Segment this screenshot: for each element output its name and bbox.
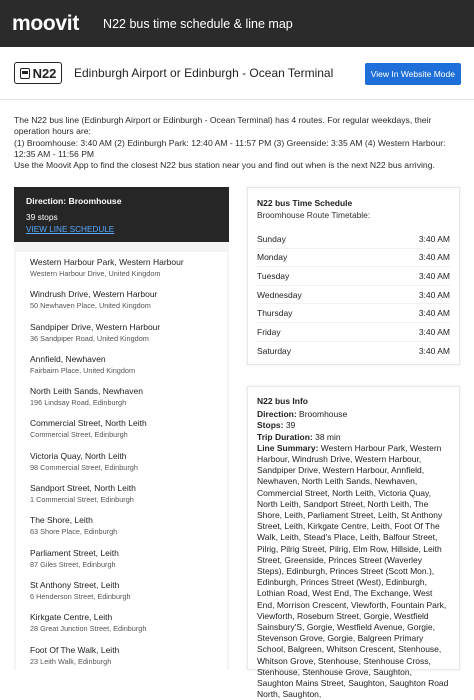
stop-item[interactable]: [30, 413, 213, 445]
info-summary: [257, 443, 450, 700]
bus-icon: [20, 68, 30, 79]
stop-name: Sandpiper Drive, Western Harbour: [30, 321, 161, 332]
stop-address: 98 Commercial Street, Edinburgh: [30, 462, 138, 472]
day-time: 3:40 AM: [418, 270, 450, 281]
day-time: 3:40 AM: [418, 308, 450, 319]
stop-item[interactable]: [30, 575, 213, 607]
stop-name: Commercial Street, North Leith: [30, 418, 147, 429]
day-time: 3:40 AM: [418, 289, 450, 300]
direction-label: Direction: Broomhouse: [26, 196, 122, 206]
bus-info-card: [247, 386, 460, 700]
day-row: [257, 249, 450, 268]
stop-name: Foot Of The Walk, Leith: [30, 644, 120, 655]
stop-name: Sandport Street, North Leith: [30, 483, 136, 494]
stop-name: St Anthony Street, Leith: [30, 579, 120, 590]
day-row: [257, 323, 450, 342]
stop-address: 6 Henderson Street, Edinburgh: [30, 591, 131, 601]
info-summary-label: Line Summary:: [257, 442, 319, 453]
view-line-schedule-link[interactable]: VIEW LINE SCHEDULE: [26, 225, 115, 234]
info-stops-value: 39: [285, 420, 296, 431]
stop-address: 87 Giles Street, Edinburgh: [30, 559, 116, 569]
info-direction-value: Broomhouse: [299, 409, 348, 420]
day-row: [257, 342, 450, 361]
day-name: Sunday: [257, 233, 286, 244]
stop-address: 23 Leith Walk, Edinburgh: [30, 656, 112, 666]
moovit-logo[interactable]: [12, 12, 79, 36]
line-title: Edinburgh Airport or Edinburgh - Ocean Terminal: [74, 66, 334, 80]
day-time: 3:40 AM: [418, 233, 450, 244]
stop-item[interactable]: [30, 607, 213, 639]
day-name: Monday: [257, 252, 288, 263]
logo-text: moovit: [12, 11, 80, 35]
stop-item[interactable]: [30, 640, 213, 672]
day-row: [257, 304, 450, 323]
stop-name: Kirkgate Centre, Leith: [30, 612, 113, 623]
info-duration-value: 38 min: [315, 431, 341, 442]
stop-address: Fairbairn Place, United Kingdom: [30, 365, 136, 375]
stop-item[interactable]: [30, 510, 213, 542]
info-stops-label: Stops:: [257, 420, 284, 431]
day-time: 3:40 AM: [418, 345, 450, 356]
top-bar: [0, 0, 474, 47]
stop-name: Windrush Drive, Western Harbour: [30, 289, 158, 300]
day-name: Saturday: [257, 345, 292, 356]
intro-line-1: The N22 bus line (Edinburgh Airport or Edinburgh - Ocean Terminal) has 4 routes. For regular weekdays, their operation hours are:: [14, 115, 432, 137]
stop-item[interactable]: [30, 252, 213, 284]
stop-name: Parliament Street, Leith: [30, 547, 119, 558]
info-direction: [257, 409, 450, 420]
day-table: [257, 230, 450, 360]
info-stops: [257, 420, 450, 431]
stop-item[interactable]: [30, 381, 213, 413]
stop-item[interactable]: [30, 543, 213, 575]
line-badge: [14, 62, 62, 84]
day-time: 3:40 AM: [418, 326, 450, 337]
stop-name: Annfield, Newhaven: [30, 353, 106, 364]
view-website-mode-button[interactable]: View In Website Mode: [365, 63, 461, 85]
info-direction-label: Direction:: [257, 409, 297, 420]
stop-name: North Leith Sands, Newhaven: [30, 386, 143, 397]
stop-address: 28 Great Junction Street, Edinburgh: [30, 624, 147, 634]
day-time: 3:40 AM: [418, 252, 450, 263]
intro-line-2: (1) Broomhouse: 3:40 AM (2) Edinburgh Park: 12:40 AM - 11:57 PM (3) Greenside: 3:35 AM (4) Western Harbour: 12:35 AM - 11:56 PM: [14, 137, 446, 159]
intro-line-3: Use the Moovit App to find the closest N22 bus station near you and find out when is the next N22 bus arriving.: [14, 160, 435, 171]
day-row: [257, 267, 450, 286]
direction-box: [14, 187, 229, 242]
stop-name: Western Harbour Park, Western Harbour: [30, 257, 184, 267]
info-summary-value: Western Harbour Park, Western Harbour, Windrush Drive, Western Harbour, Sandpiper Drive, Western Harbour, Annfield, Newhaven, North Leith Sands, Newhaven, Commercial Street, North Leith, Victoria Quay, North Leith, Sandport Street, North Leith, The Shore, Leith, Parliament Street, Leith, St Anthony Street, Leith, Kirkgate Centre, Leith, Foot Of The Walk, Leith, Stead's Place, Leith, Balfour Street, Pilrig, Pilrig Street, Pilrig, Elm Row, Hillside, Leith Street, Greenside, Princes Street (Waverley Steps), Edinburgh, Princes Street (Scott Mon.), Edinburgh, Princes Street (West), Edinburgh, Lothian Road, West End, The Exchange, West End, Morrison Crescent, Viewforth, Fountain Park, Viewforth, Roseburn Street, Gorgie, Westfield Sainsbury'S, Gorgie, Westfield Avenue, Gorgie, Stevenson Grove, Gorgie, Balgreen Primary School, Balgreen, Whitson Crescent, Stenhouse, Whitson Grove, Stenhouse, Stenhouse Cross, Stenhouse, Stenhouse Grove, Saughton, Saughton Mains Street, Saughton, Saughton Road North, Saughton,: [257, 442, 449, 700]
stop-address: 1 Commercial Street, Edinburgh: [30, 495, 134, 505]
stops-count: 39 stops: [26, 212, 58, 222]
stop-address: 63 Shore Place, Edinburgh: [30, 527, 118, 537]
schedule-subtitle: Broomhouse Route Timetable:: [257, 210, 371, 220]
stop-name: Victoria Quay, North Leith: [30, 450, 127, 461]
stop-name: The Shore, Leith: [30, 515, 93, 526]
stop-address: 196 Lindsay Road, Edinburgh: [30, 398, 127, 408]
stop-item[interactable]: [30, 349, 213, 381]
schedule-title: N22 bus Time Schedule: [257, 198, 353, 208]
stop-item[interactable]: [30, 478, 213, 510]
stop-address: 50 Newhaven Place, United Kingdom: [30, 301, 151, 311]
stop-item[interactable]: [30, 317, 213, 349]
stop-item[interactable]: [30, 284, 213, 316]
route-panel: [14, 187, 229, 670]
info-duration-label: Trip Duration:: [257, 431, 313, 442]
day-name: Wednesday: [257, 289, 302, 300]
line-header: [0, 47, 474, 100]
stop-address: 36 Sandpiper Road, United Kingdom: [30, 333, 149, 343]
day-row: [257, 230, 450, 249]
day-name: Tuesday: [257, 270, 290, 281]
day-row: [257, 286, 450, 305]
stop-item[interactable]: [30, 446, 213, 478]
intro-text: [14, 115, 460, 171]
line-badge-label: N22: [32, 65, 57, 81]
day-name: Thursday: [257, 308, 293, 319]
stop-address: Western Harbour Drive, United Kingdom: [30, 269, 161, 278]
day-name: Friday: [257, 326, 281, 337]
info-title: N22 bus Info: [257, 396, 309, 406]
time-schedule-card: [247, 187, 460, 365]
stop-address: Commercial Street, Edinburgh: [30, 430, 128, 440]
page-title: N22 bus time schedule & line map: [103, 16, 293, 31]
stop-list: [16, 252, 227, 672]
info-duration: [257, 432, 450, 443]
